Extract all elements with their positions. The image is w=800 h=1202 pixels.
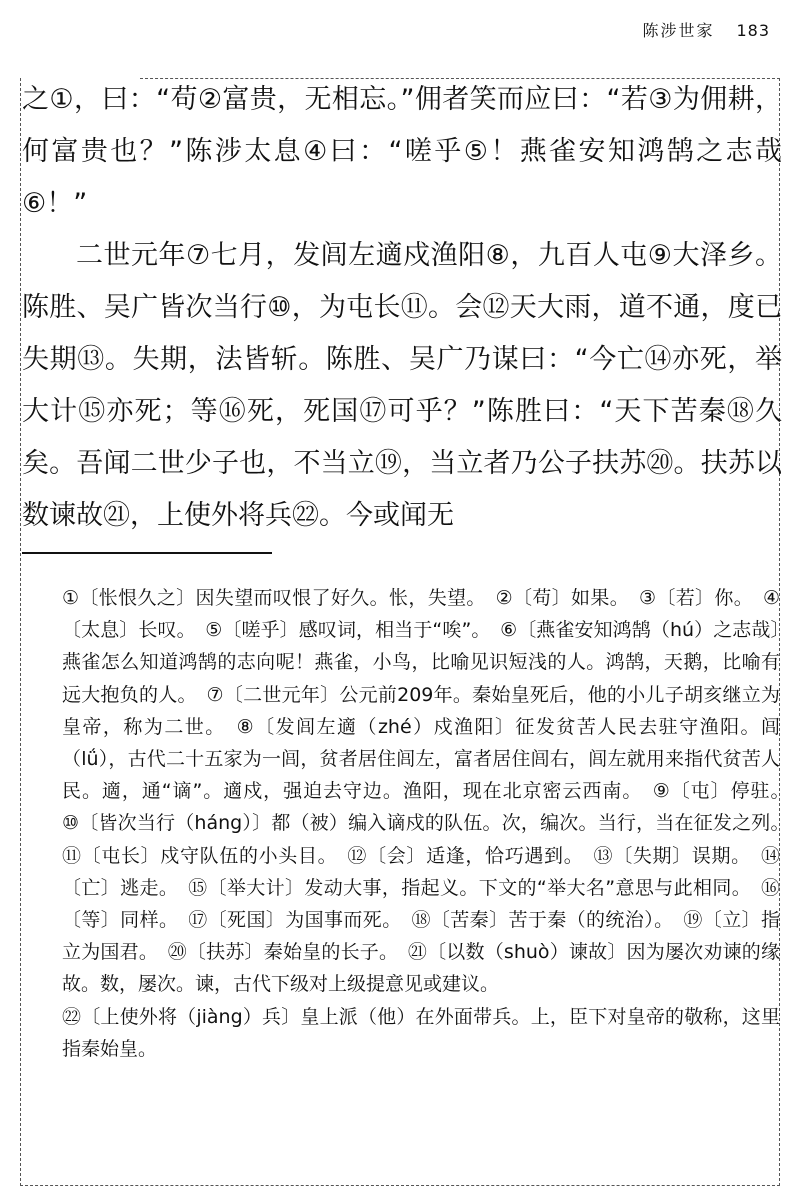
footnote-block: ㉒〔上使外将（jiàng）兵〕皇上派（他）在外面带兵。上，臣下对皇帝的敬称，这里指秦始皇。 xyxy=(62,1005,780,1060)
main-paragraph: 之①，曰：“苟②富贵，无相忘。”佣者笑而应曰：“若③为佣耕，何富贵也？”陈涉太息④曰：“嗟乎⑤！燕雀安知鸿鹄之志哉⑥！” xyxy=(22,84,782,219)
chapter-title: 陈涉世家 xyxy=(642,21,715,40)
page-header xyxy=(642,18,770,41)
main-text xyxy=(22,74,782,542)
page-number: 183 xyxy=(736,21,770,40)
footnote-block: ①〔怅恨久之〕因失望而叹恨了好久。怅，失望。 ②〔苟〕如果。 ③〔若〕你。 ④〔太息〕长叹。 ⑤〔嗟乎〕感叹词，相当于“唉”。 ⑥〔燕雀安知鸿鹄（hú）之志哉〕燕雀怎么知道鸿鹄的志向呢！燕雀，小鸟，比喻见识短浅的人。鸿鹄，天鹅，比喻有远大抱负的人。 ⑦〔二世元年〕公元前209年。秦始皇死后，他的小儿子胡亥继立为皇帝，称为二世。 ⑧〔发闾左適（zhé）戍渔阳〕征发贫苦人民去驻守渔阳。闾（lǘ），古代二十五家为一闾，贫者居住闾左，富者居住闾右，闾左就用来指代贫苦人民。適，通“谪”。適戍，强迫去守边。渔阳，现在北京密云西南。 ⑨〔屯〕停驻。 ⑩〔皆次当行（háng）〕都（被）编入谪戍的队伍。次，编次。当行，当在征发之列。 ⑪〔屯长〕戍守队伍的小头目。 ⑫〔会〕适逢，恰巧遇到。 ⑬〔失期〕误期。 ⑭〔亡〕逃走。 ⑮〔举大计〕发动大事，指起义。下文的“举大名”意思与此相同。 ⑯〔等〕同样。 ⑰〔死国〕为国事而死。 ⑱〔苦秦〕苦于秦（的统治）。 ⑲〔立〕指立为国君。 ⑳〔扶苏〕秦始皇的长子。 ㉑〔以数（shuò）谏故〕因为屡次劝谏的缘故。数，屡次。谏，古代下级对上级提意见或建议。 xyxy=(62,587,800,996)
footnote-divider xyxy=(22,552,272,554)
footnotes xyxy=(62,582,800,1065)
main-paragraph: 二世元年⑦七月，发闾左適戍渔阳⑧，九百人屯⑨大泽乡。陈胜、吴广皆次当行⑩，为屯长⑪。会⑫天大雨，道不通，度已失期⑬。失期，法皆斩。陈胜、吴广乃谋曰：“今亡⑭亦死，举大计⑮亦死；等⑯死，死国⑰可乎？”陈胜曰：“天下苦秦⑱久矣。吾闻二世少子也，不当立⑲，当立者乃公子扶苏⑳。扶苏以数谏故㉑，上使外将兵㉒。今或闻无 xyxy=(22,240,782,531)
